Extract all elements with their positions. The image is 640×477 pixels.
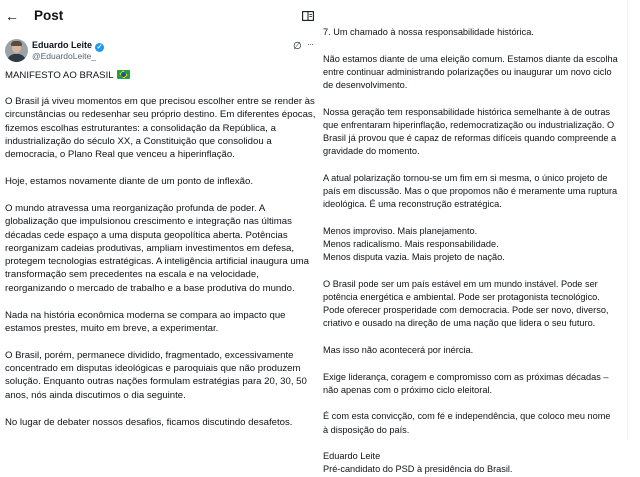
- post-headline: MANIFESTO AO BRASIL: [5, 70, 130, 81]
- paragraph: No lugar de debater nossos desafios, ficamos discutindo desafetos.: [5, 416, 293, 428]
- page-title: Post: [34, 8, 64, 23]
- top-bar: [0, 6, 318, 28]
- post-body-right: [323, 26, 618, 477]
- paragraph: O mundo atravessa uma reorganização profunda de poder. A globalização que impulsionou crescimento e integração nas últimas décadas cede espaço a uma disputa geopolítica aberta. Potências reorganizam cadeias produtivas, ampliam investimentos em defesa, protegem tecnologias estratégicas. A inteligência artificial inaugura uma transformação sem precedentes na escala e na velocidade, reorganizando o mercado de trabalho e a base produtiva do mundo.: [5, 202, 309, 294]
- paragraph: Hoje, estamos novamente diante de um ponto de inflexão.: [5, 176, 253, 188]
- paragraph: O Brasil, porém, permanece dividido, fragmentado, excessivamente concentrado em disputas ideológicas e paroquiais que não produzem solução. Enquanto outras nações formulam estratégias para 20, 30, 50 anos, nós ainda discutimos o dia seguinte.: [5, 349, 307, 401]
- post-column-left: [0, 0, 318, 440]
- brazil-flag-icon: [117, 70, 130, 79]
- reader-mode-icon[interactable]: [302, 11, 314, 21]
- slogan: Menos improviso. Mais planejamento.: [323, 225, 478, 236]
- arrow-left-icon[interactable]: ←: [5, 8, 19, 24]
- scrollbar-track[interactable]: [627, 0, 628, 440]
- slogan: Menos radicalismo. Mais responsabilidade.: [323, 239, 499, 249]
- paragraph: A atual polarização tornou-se um fim em si mesma, o único projeto de país em discussão. Mas o que propomos não é meramente uma ruptura ideológica. É uma reconstrução estratégica.: [323, 172, 618, 210]
- paragraph: Não estamos diante de uma eleição comum. Estamos diante da escolha entre continuar administrando polarizações ou inaugurar um novo ciclo de desenvolvimento.: [323, 53, 618, 90]
- paragraph: Nossa geração tem responsabilidade histórica semelhante à de outras que enfrentaram hiperinflação, redemocratização ou industrialização. O Brasil já provou que é capaz de reformas difíceis quando compreende a gravidade do momento.: [323, 106, 617, 157]
- grok-icon[interactable]: ∅: [293, 41, 302, 52]
- more-icon[interactable]: ···: [307, 39, 313, 49]
- slogan: Menos disputa vazia. Mais projeto de nação.: [323, 252, 505, 263]
- verified-badge-icon: ✓: [96, 44, 103, 51]
- signature-title: Pré-candidato do PSD à presidência do Brasil.: [323, 464, 513, 475]
- author-name[interactable]: Eduardo Leite ✓: [32, 40, 103, 51]
- paragraph: Exige liderança, coragem e compromisso com as próximas décadas – não apenas com o próximo ciclo eleitoral.: [323, 371, 609, 395]
- signature-name: Eduardo Leite: [323, 451, 381, 462]
- avatar[interactable]: [5, 39, 28, 62]
- paragraph: É com esta convicção, com fé e independência, que coloco meu nome à disposição do país.: [323, 411, 611, 435]
- post-body-left: [5, 95, 317, 443]
- paragraph: O Brasil pode ser um país estável em um mundo instável. Pode ser potência energética e ambiental. Pode ser protagonista tecnológico. Pode oferecer prosperidade com democracia. Pode ser novo, diverso, criativo e ousado na direção de uma nação que lidera o seu futuro.: [323, 278, 609, 329]
- paragraph: O Brasil já viveu momentos em que precisou escolher entre se render às circunstâncias ou redesenhar seu próprio destino. Em diferentes épocas, fizemos escolhas estruturantes: a consolidação da República, a industrialização do século XX, a Constituição que consolidou a democracia, o Plano Real que venceu a hiperinflação.: [5, 96, 316, 161]
- post-author: [5, 38, 315, 68]
- paragraph: Mas isso não acontecerá por inércia.: [323, 345, 474, 355]
- section-heading: 7. Um chamado à nossa responsabilidade histórica.: [323, 27, 534, 37]
- author-handle[interactable]: @EduardoLeite_: [32, 51, 96, 61]
- post-column-right: [323, 0, 618, 475]
- paragraph: Nada na história econômica moderna se compara ao impacto que estamos prestes, muito em breve, a experimentar.: [5, 309, 286, 334]
